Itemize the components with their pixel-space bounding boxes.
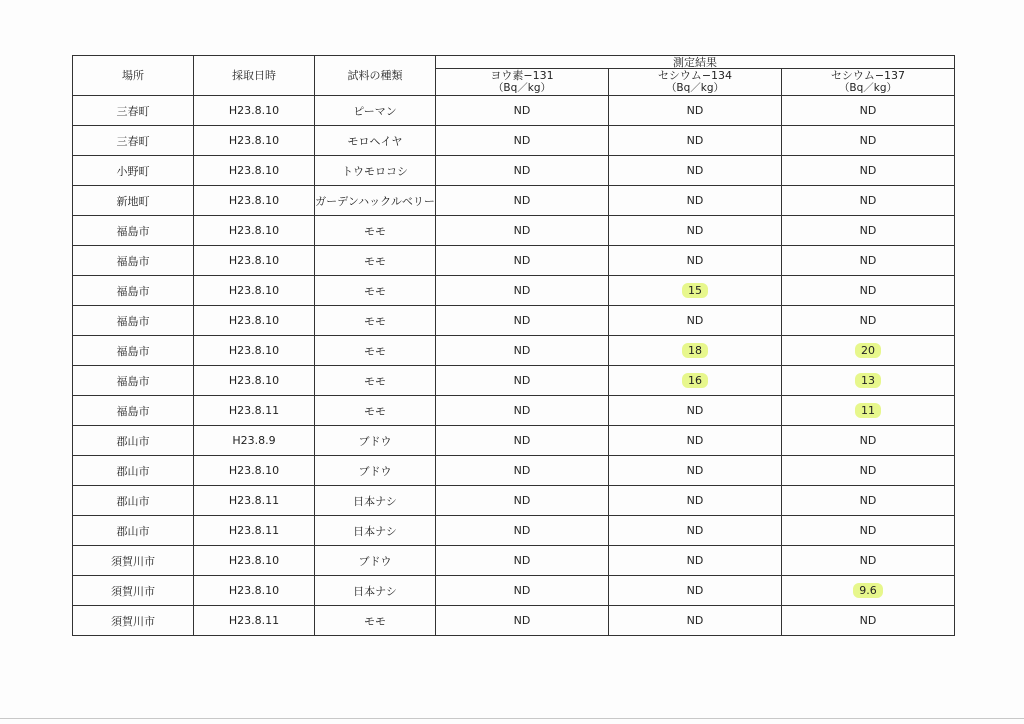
cell-i131: ND <box>436 276 609 306</box>
cell-location: 三春町 <box>73 96 194 126</box>
cell-i131: ND <box>436 546 609 576</box>
cell-cs134: ND <box>609 156 782 186</box>
cell-sample-type: モモ <box>315 246 436 276</box>
header-date: 採取日時 <box>194 56 315 96</box>
cell-cs134: ND <box>609 216 782 246</box>
cell-sample-type: モモ <box>315 396 436 426</box>
cell-sample-type: ブドウ <box>315 426 436 456</box>
cell-cs134: ND <box>609 456 782 486</box>
scan-edge-line <box>0 718 1024 719</box>
cell-sample-type: ピーマン <box>315 96 436 126</box>
table-row <box>73 606 955 636</box>
cell-date: H23.8.10 <box>194 126 315 156</box>
cell-date: H23.8.10 <box>194 336 315 366</box>
table-row <box>73 576 955 606</box>
header-i131 <box>436 69 609 96</box>
cell-sample-type: モモ <box>315 306 436 336</box>
cell-i131: ND <box>436 336 609 366</box>
cell-cs134 <box>609 336 782 366</box>
cell-sample-type: モモ <box>315 606 436 636</box>
cell-date: H23.8.10 <box>194 246 315 276</box>
cell-i131: ND <box>436 216 609 246</box>
cell-cs134: ND <box>609 306 782 336</box>
cell-i131: ND <box>436 246 609 276</box>
cell-date: H23.8.10 <box>194 276 315 306</box>
cell-date: H23.8.9 <box>194 426 315 456</box>
cell-cs134: ND <box>609 486 782 516</box>
cell-location: 福島市 <box>73 216 194 246</box>
table-row <box>73 126 955 156</box>
cell-sample-type: モモ <box>315 366 436 396</box>
cell-i131: ND <box>436 396 609 426</box>
cell-location: 須賀川市 <box>73 606 194 636</box>
cell-date: H23.8.10 <box>194 546 315 576</box>
cell-date: H23.8.11 <box>194 516 315 546</box>
cell-cs137: ND <box>782 276 955 306</box>
cell-i131: ND <box>436 426 609 456</box>
cell-i131: ND <box>436 366 609 396</box>
cell-location: 三春町 <box>73 126 194 156</box>
cell-location: 福島市 <box>73 306 194 336</box>
cell-sample-type: モモ <box>315 336 436 366</box>
cell-cs137: ND <box>782 516 955 546</box>
cell-i131: ND <box>436 576 609 606</box>
cell-cs134 <box>609 366 782 396</box>
cell-cs137: ND <box>782 486 955 516</box>
cell-location: 郡山市 <box>73 456 194 486</box>
table-row <box>73 426 955 456</box>
header-cs137 <box>782 69 955 96</box>
cell-sample-type: 日本ナシ <box>315 486 436 516</box>
table-row <box>73 186 955 216</box>
cell-date: H23.8.11 <box>194 606 315 636</box>
highlighted-value: 11 <box>855 403 881 418</box>
table-body <box>73 96 955 636</box>
highlighted-value: 20 <box>855 343 881 358</box>
cell-location: 郡山市 <box>73 426 194 456</box>
header-i131-label: ヨウ素−131 <box>490 69 554 82</box>
cell-sample-type: モモ <box>315 216 436 246</box>
cell-location: 新地町 <box>73 186 194 216</box>
cell-date: H23.8.10 <box>194 96 315 126</box>
cell-cs134: ND <box>609 576 782 606</box>
cell-cs137 <box>782 336 955 366</box>
cell-location: 小野町 <box>73 156 194 186</box>
cell-sample-type: 日本ナシ <box>315 576 436 606</box>
highlighted-value: 15 <box>682 283 708 298</box>
cell-cs134: ND <box>609 606 782 636</box>
cell-date: H23.8.10 <box>194 576 315 606</box>
cell-cs134: ND <box>609 516 782 546</box>
cell-location: 郡山市 <box>73 486 194 516</box>
cell-cs137: ND <box>782 426 955 456</box>
cell-date: H23.8.10 <box>194 366 315 396</box>
cell-cs137: ND <box>782 306 955 336</box>
cell-cs137: ND <box>782 546 955 576</box>
cell-date: H23.8.11 <box>194 396 315 426</box>
cell-date: H23.8.10 <box>194 456 315 486</box>
cell-location: 須賀川市 <box>73 546 194 576</box>
cell-cs134: ND <box>609 426 782 456</box>
table-header <box>73 56 955 96</box>
table-row <box>73 546 955 576</box>
cell-cs134: ND <box>609 246 782 276</box>
header-cs137-unit: （Bq／kg） <box>838 82 898 94</box>
cell-cs137: ND <box>782 96 955 126</box>
cell-location: 福島市 <box>73 246 194 276</box>
table-row <box>73 246 955 276</box>
cell-cs137 <box>782 366 955 396</box>
cell-sample-type: ブドウ <box>315 546 436 576</box>
cell-i131: ND <box>436 486 609 516</box>
cell-date: H23.8.10 <box>194 216 315 246</box>
cell-cs137: ND <box>782 606 955 636</box>
highlighted-value: 18 <box>682 343 708 358</box>
cell-cs137: ND <box>782 186 955 216</box>
cell-location: 福島市 <box>73 366 194 396</box>
cell-location: 須賀川市 <box>73 576 194 606</box>
cell-cs134: ND <box>609 546 782 576</box>
cell-location: 福島市 <box>73 336 194 366</box>
table-row <box>73 366 955 396</box>
table-row <box>73 276 955 306</box>
cell-sample-type: ガーデンハックルベリー <box>315 186 436 216</box>
table-row <box>73 516 955 546</box>
cell-cs134: ND <box>609 396 782 426</box>
cell-sample-type: トウモロコシ <box>315 156 436 186</box>
table-row <box>73 216 955 246</box>
table-row <box>73 486 955 516</box>
cell-cs134 <box>609 276 782 306</box>
highlighted-value: 13 <box>855 373 881 388</box>
header-results: 測定結果 <box>436 56 955 69</box>
header-cs137-label: セシウム−137 <box>830 69 906 82</box>
cell-location: 郡山市 <box>73 516 194 546</box>
cell-cs134: ND <box>609 186 782 216</box>
cell-cs137: ND <box>782 126 955 156</box>
cell-i131: ND <box>436 96 609 126</box>
cell-sample-type: モモ <box>315 276 436 306</box>
table-row <box>73 96 955 126</box>
header-sample-type: 試料の種類 <box>315 56 436 96</box>
highlighted-value: 9.6 <box>853 583 883 598</box>
highlighted-value: 16 <box>682 373 708 388</box>
measurement-table <box>72 55 955 636</box>
cell-cs134: ND <box>609 96 782 126</box>
table-row <box>73 396 955 426</box>
header-cs134-unit: （Bq／kg） <box>665 82 725 94</box>
cell-date: H23.8.10 <box>194 306 315 336</box>
cell-i131: ND <box>436 186 609 216</box>
cell-cs137 <box>782 576 955 606</box>
cell-i131: ND <box>436 306 609 336</box>
cell-sample-type: モロヘイヤ <box>315 126 436 156</box>
table-row <box>73 456 955 486</box>
header-cs134 <box>609 69 782 96</box>
header-i131-unit: （Bq／kg） <box>492 82 552 94</box>
cell-cs137 <box>782 396 955 426</box>
table-row <box>73 306 955 336</box>
cell-i131: ND <box>436 156 609 186</box>
cell-cs137: ND <box>782 246 955 276</box>
cell-i131: ND <box>436 606 609 636</box>
cell-sample-type: ブドウ <box>315 456 436 486</box>
cell-cs137: ND <box>782 216 955 246</box>
cell-cs134: ND <box>609 126 782 156</box>
cell-date: H23.8.10 <box>194 186 315 216</box>
cell-cs137: ND <box>782 156 955 186</box>
cell-i131: ND <box>436 516 609 546</box>
cell-cs137: ND <box>782 456 955 486</box>
table-row <box>73 336 955 366</box>
cell-i131: ND <box>436 126 609 156</box>
cell-date: H23.8.11 <box>194 486 315 516</box>
header-location: 場所 <box>73 56 194 96</box>
cell-i131: ND <box>436 456 609 486</box>
header-cs134-label: セシウム−134 <box>657 69 733 82</box>
cell-location: 福島市 <box>73 276 194 306</box>
cell-location: 福島市 <box>73 396 194 426</box>
cell-sample-type: 日本ナシ <box>315 516 436 546</box>
table-row <box>73 156 955 186</box>
cell-date: H23.8.10 <box>194 156 315 186</box>
